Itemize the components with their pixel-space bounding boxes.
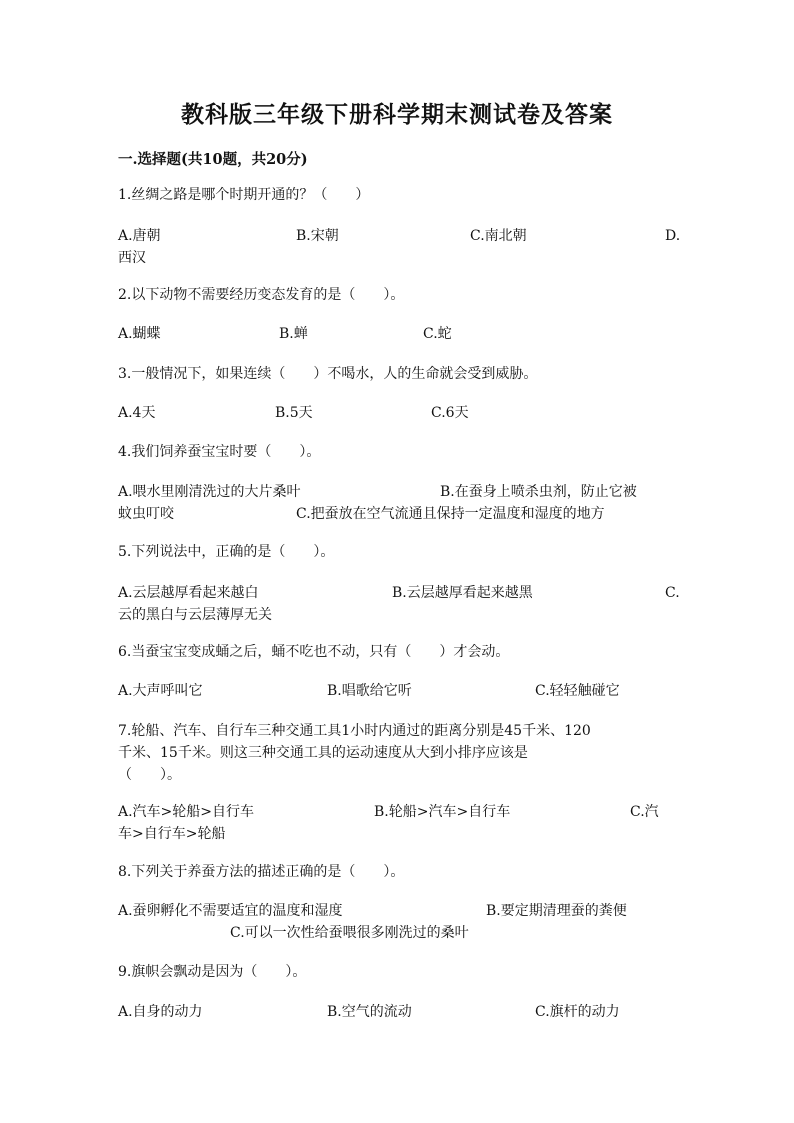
option-q2-c[interactable]: C.蛇 <box>423 326 452 342</box>
options-q7 <box>118 801 688 849</box>
option-q8-b[interactable]: B.要定期清理蚕的粪便 <box>486 903 627 919</box>
question-5: 5.下列说法中，正确的是（ ）。 <box>118 544 335 560</box>
option-q7-c-cont[interactable]: 车>自行车>轮船 <box>118 826 226 842</box>
option-q1-d-text[interactable]: 西汉 <box>118 250 146 266</box>
question-2: 2.以下动物不需要经历变态发育的是（ ）。 <box>118 287 405 303</box>
question-7-line-1: 7.轮船、汽车、自行车三种交通工具1小时内通过的距离分别是45千米、120 <box>118 723 591 739</box>
option-q4-b[interactable]: B.在蚕身上喷杀虫剂，防止它被 <box>440 484 637 500</box>
options-q1 <box>118 225 688 273</box>
option-q5-b[interactable]: B.云层越厚看起来越黑 <box>392 585 533 601</box>
question-3: 3.一般情况下，如果连续（ ）不喝水，人的生命就会受到威胁。 <box>118 366 538 382</box>
option-q7-c[interactable]: C.汽 <box>630 804 659 820</box>
section-heading: 一.选择题(共10题，共20分) <box>118 151 308 168</box>
question-9: 9.旗帜会飘动是因为（ ）。 <box>118 964 307 980</box>
option-q9-c[interactable]: C.旗杆的动力 <box>535 1004 620 1020</box>
question-6: 6.当蚕宝宝变成蛹之后，蛹不吃也不动，只有（ ）才会动。 <box>118 644 510 660</box>
question-7 <box>118 720 688 786</box>
option-q2-a[interactable]: A.蝴蝶 <box>118 326 161 342</box>
option-q4-c[interactable]: C.把蚕放在空气流通且保持一定温度和湿度的地方 <box>296 506 605 522</box>
question-7-line-3: （ ）。 <box>118 767 181 783</box>
option-q1-a[interactable]: A.唐朝 <box>118 228 161 244</box>
option-q7-b[interactable]: B.轮船>汽车>自行车 <box>374 804 511 820</box>
option-q3-c[interactable]: C.6天 <box>431 405 469 421</box>
option-q8-a[interactable]: A.蚕卵孵化不需要适宜的温度和湿度 <box>118 903 343 919</box>
options-q5 <box>118 582 688 630</box>
question-7-line-2: 千米、15千米。则这三种交通工具的运动速度从大到小排序应该是 <box>118 745 528 761</box>
option-q6-a[interactable]: A.大声呼叫它 <box>118 683 203 699</box>
option-q6-c[interactable]: C.轻轻触碰它 <box>535 683 620 699</box>
option-q1-d[interactable]: D. <box>665 228 681 244</box>
option-q2-b[interactable]: B.蝉 <box>279 326 308 342</box>
question-4: 4.我们饲养蚕宝宝时要（ ）。 <box>118 444 321 460</box>
option-q9-b[interactable]: B.空气的流动 <box>327 1004 412 1020</box>
option-q3-b[interactable]: B.5天 <box>275 405 313 421</box>
option-q1-c[interactable]: C.南北朝 <box>470 228 527 244</box>
options-q8 <box>118 900 688 948</box>
option-q4-b-cont[interactable]: 蚊虫叮咬 <box>118 506 174 522</box>
option-q5-c-text[interactable]: 云的黑白与云层薄厚无关 <box>118 607 272 623</box>
option-q3-a[interactable]: A.4天 <box>118 405 156 421</box>
question-8: 8.下列关于养蚕方法的描述正确的是（ ）。 <box>118 864 405 880</box>
option-q1-b[interactable]: B.宋朝 <box>296 228 339 244</box>
option-q4-a[interactable]: A.喂水里刚清洗过的大片桑叶 <box>118 484 301 500</box>
option-q7-a[interactable]: A.汽车>轮船>自行车 <box>118 804 255 820</box>
question-1: 1.丝绸之路是哪个时期开通的？（ ） <box>118 187 370 203</box>
options-q4 <box>118 481 688 529</box>
options-q9 <box>118 1001 688 1049</box>
option-q5-c[interactable]: C. <box>665 585 680 601</box>
option-q5-a[interactable]: A.云层越厚看起来越白 <box>118 585 259 601</box>
option-q8-c[interactable]: C.可以一次性给蚕喂很多刚洗过的桑叶 <box>230 925 469 941</box>
page-title: 教科版三年级下册科学期末测试卷及答案 <box>181 101 613 128</box>
option-q9-a[interactable]: A.自身的动力 <box>118 1004 203 1020</box>
option-q6-b[interactable]: B.唱歌给它听 <box>327 683 412 699</box>
